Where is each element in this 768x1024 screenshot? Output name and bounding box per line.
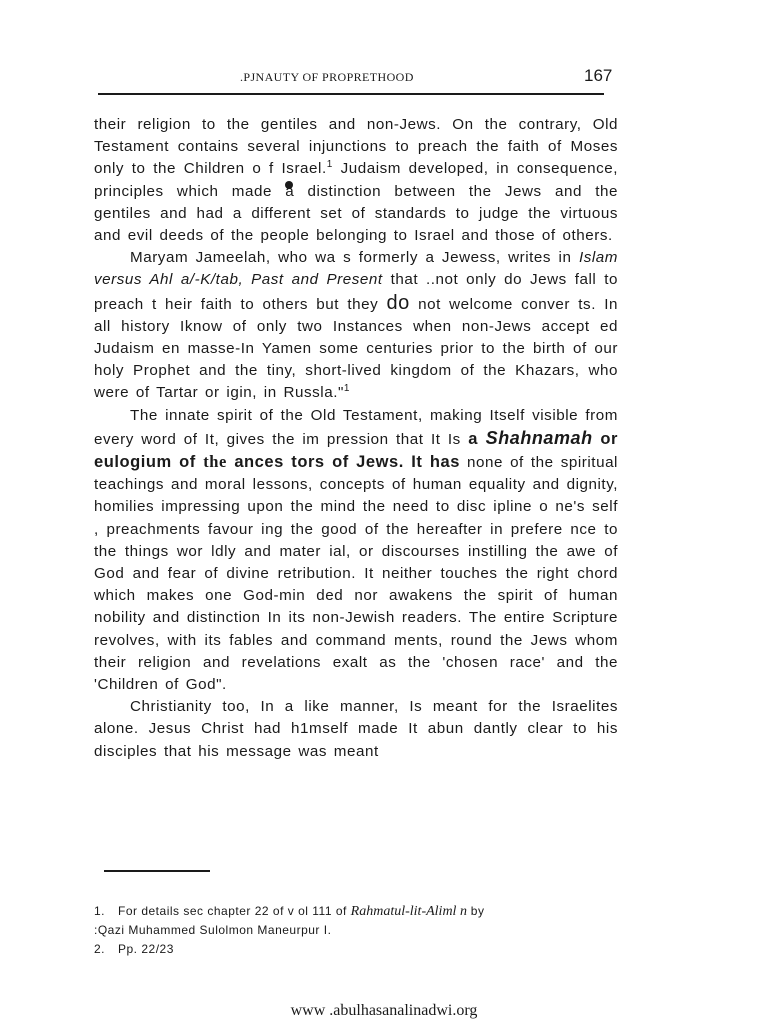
footnote-1-text-a: For details sec chapter 22 of v ol 111 of [118, 904, 351, 918]
footnote-2-number: 2. [94, 942, 106, 956]
bold-phrase-a: a [468, 429, 486, 448]
paragraph-2-text-b: that ..not only do Jews fall to preach t heir faith to others but they [94, 271, 618, 313]
paragraph-1-text-end: Judaism developed, in consequence, principles which made a distinction between the Jews and the gentiles and had a different set of standards to judge the virtuous and evil deeds of the people belonging to Israel and those of others. [94, 160, 618, 245]
footnote-1-continued: :Qazi Muhammed Sulolmon Maneurpur I. [94, 923, 332, 937]
bold-phrase-b: or eulogium of [94, 429, 619, 472]
footnote-rule [104, 870, 210, 872]
footnote-ref-2: 1 [343, 383, 351, 395]
running-head-title: .PJNAUTY OF PROPRETHOOD [240, 70, 414, 84]
paragraph-2 [94, 247, 618, 404]
paragraph-3-text-a: The innate spirit of the Old Testament, making Itself visible from every word of It, gives the im pression that It Is [94, 406, 618, 448]
page-number: 167 [584, 66, 613, 85]
shahnamah-term: Shahnamah [485, 427, 593, 448]
footnote-2 [94, 940, 634, 959]
header-rule [98, 93, 604, 95]
footnote-1-number: 1. [94, 904, 106, 918]
emphasized-do: do [386, 291, 410, 314]
paragraph-2-text-a: Maryam Jameelah, who wa s formerly a Jewess, writes in [130, 249, 579, 267]
website-footer: www .abulhasanalinadwi.org [290, 1002, 478, 1019]
paragraph-2-text-c: not welcome conver ts. In all history Iknow of only two Instances when non-Jews accept ed Judaism en masse-In Yamen some centuries prior to the birth of our holy Prophet and the tiny, short-lived kingdom of the Khazars, who were of Tartar or igin, in Russla." [94, 295, 618, 402]
body-text [94, 114, 618, 763]
footnote-1-text-b: by [466, 904, 485, 918]
footnote-ref-1: 1 [326, 159, 333, 171]
paragraph-4: Christianity too, In a like manner, Is meant for the Israelites alone. Jesus Christ had h1mself made It abun dantly clear to his disciples that his message was meant [94, 698, 618, 760]
footnote-1 [94, 902, 634, 921]
book-title: Islam versus Ahl a/-K/tab, Past and Present [94, 249, 618, 289]
paragraph-1 [94, 114, 618, 247]
bold-phrase-the: the [203, 452, 227, 472]
paragraph-3-text-b: none of the spiritual teachings and moral lessons, concepts of human equality and dignity, homilies impressing upon the mind the need to disc ipline o ne's self , preachments favour ing the good of the hereafter in prefere nce to the things wor ldly and mater ial, or discourses instilling the awe of God and fear of divine retribution. It neither touches the right chord which makes one God-min ded nor awakens the spirit of human nobility and distinction In its non-Jewish readers. The entire Scripture revolves, with its fables and command ments, round the Jews whom their religion and revelations exalt as the 'chosen race' and the 'Children of God". [94, 454, 618, 694]
paragraph-3 [94, 405, 618, 697]
paragraph-1-text: their religion to the gentiles and non-Jews. On the contrary, Old Testament contains several injunctions to preach the faith of Moses only to the Children o f Israel. [94, 116, 618, 178]
footnotes [94, 902, 634, 959]
bold-phrase-c: ances tors of Jews. It has [226, 453, 460, 472]
footnote-2-text: Pp. 22/23 [118, 942, 174, 956]
footnote-1-book-title: Rahmatul-lit-Aliml n [350, 904, 467, 919]
